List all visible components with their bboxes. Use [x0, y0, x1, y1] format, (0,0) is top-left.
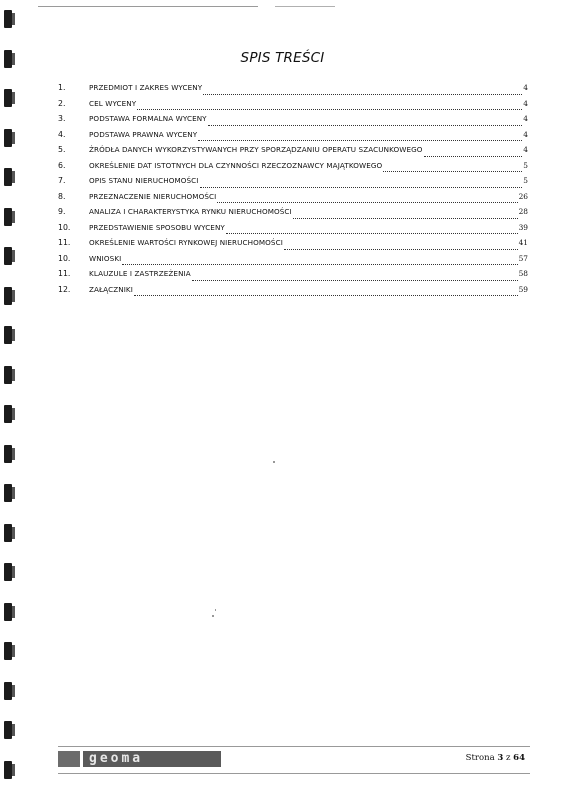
logo-block — [58, 751, 80, 767]
binding-ring — [4, 563, 12, 581]
table-of-contents — [58, 83, 528, 300]
toc-leader-dots — [203, 93, 522, 95]
toc-entry-number: 5. — [58, 145, 66, 154]
toc-entry-title: KLAUZULE I ZASTRZEŻENIA — [89, 269, 191, 278]
toc-entry[interactable] — [58, 238, 528, 254]
binding-ring — [4, 682, 12, 700]
toc-entry-number: 12. — [58, 284, 71, 294]
toc-entry-number: 1. — [58, 83, 66, 92]
toc-entry-page: 58 — [518, 269, 528, 278]
binding-ring — [4, 168, 12, 186]
toc-entry-number: 4. — [58, 129, 66, 139]
toc-leader-dots — [284, 248, 518, 250]
toc-entry-title: PRZEZNACZENIE NIERUCHOMOŚCI — [89, 191, 217, 201]
toc-entry-title: ŹRÓDŁA DANYCH WYKORZYSTYWANYCH PRZY SPORZĄDZANIU OPERATU SZACUNKOWEGO — [89, 145, 423, 154]
page-prefix: Strona — [465, 753, 495, 763]
toc-entry-page: 4 — [523, 98, 528, 108]
toc-entry-page: 41 — [518, 238, 528, 247]
scan-speck — [215, 609, 216, 611]
toc-entry[interactable] — [58, 114, 528, 130]
toc-entry-title: CEL WYCENY — [89, 98, 137, 108]
binding-ring — [4, 484, 12, 502]
toc-entry-number: 10. — [58, 253, 71, 263]
binding-ring — [4, 366, 12, 384]
toc-entry-title: PRZEDSTAWIENIE SPOSOBU WYCENY — [89, 222, 225, 232]
toc-entry[interactable] — [58, 130, 528, 146]
logo-text: geoma — [83, 751, 221, 767]
toc-leader-dots — [217, 201, 517, 203]
binding-ring — [4, 10, 12, 28]
toc-entry-page: 39 — [518, 222, 528, 232]
toc-entry-title: PODSTAWA PRAWNA WYCENY — [89, 129, 198, 139]
toc-leader-dots — [383, 170, 522, 172]
binding-ring — [4, 642, 12, 660]
toc-entry-number: 6. — [58, 160, 66, 170]
toc-leader-dots — [134, 294, 518, 296]
binding-ring — [4, 761, 12, 779]
toc-entry-page: 4 — [523, 145, 528, 154]
toc-entry-number: 9. — [58, 207, 66, 216]
toc-leader-dots — [192, 279, 518, 281]
toc-entry-title: PRZEDMIOT I ZAKRES WYCENY — [89, 83, 203, 92]
toc-leader-dots — [122, 263, 517, 265]
binding-ring — [4, 89, 12, 107]
toc-entry-page: 26 — [518, 191, 528, 201]
toc-entry[interactable] — [58, 254, 528, 270]
toc-entry-page: 5 — [523, 160, 528, 170]
binding-ring — [4, 445, 12, 463]
footer-rule — [58, 746, 530, 747]
toc-entry[interactable] — [58, 99, 528, 115]
toc-entry-number: 11. — [58, 238, 71, 247]
toc-leader-dots — [293, 217, 518, 219]
toc-entry-page: 57 — [518, 253, 528, 263]
footer-rule — [58, 773, 530, 774]
binding-ring — [4, 129, 12, 147]
toc-entry[interactable] — [58, 207, 528, 223]
toc-entry[interactable] — [58, 145, 528, 161]
toc-entry-page: 4 — [523, 83, 528, 92]
toc-entry-page: 5 — [523, 176, 528, 185]
binding-ring — [4, 208, 12, 226]
scan-speck — [273, 461, 275, 463]
toc-entry-number: 10. — [58, 222, 71, 232]
toc-leader-dots — [424, 155, 523, 157]
toc-entry[interactable] — [58, 285, 528, 301]
toc-entry-title: ANALIZA I CHARAKTERYSTYKA RYNKU NIERUCHOMOŚCI — [89, 207, 292, 216]
toc-entry[interactable] — [58, 192, 528, 208]
page-number — [466, 753, 525, 763]
toc-entry[interactable] — [58, 161, 528, 177]
toc-entry[interactable] — [58, 223, 528, 239]
toc-leader-dots — [226, 232, 518, 234]
scan-speck — [212, 615, 214, 617]
toc-leader-dots — [198, 139, 522, 141]
binding-ring — [4, 721, 12, 739]
binding-ring — [4, 287, 12, 305]
toc-entry-title: OKREŚLENIE WARTOŚCI RYNKOWEJ NIERUCHOMOŚCI — [89, 238, 283, 247]
company-logo — [58, 751, 221, 767]
binding-ring — [4, 603, 12, 621]
binding-ring — [4, 326, 12, 344]
toc-entry[interactable] — [58, 269, 528, 285]
toc-leader-dots — [137, 108, 522, 110]
page-title: SPIS TREŚCI — [240, 50, 325, 66]
scan-edge-line — [275, 6, 335, 7]
toc-entry-page: 4 — [523, 129, 528, 139]
toc-entry-number: 3. — [58, 114, 66, 123]
toc-entry-number: 8. — [58, 191, 66, 201]
toc-entry-title: OKREŚLENIE DAT ISTOTNYCH DLA CZYNNOŚCI RZECZOZNAWCY MAJĄTKOWEGO — [89, 160, 383, 170]
toc-leader-dots — [208, 124, 523, 126]
scan-edge-line — [38, 6, 258, 7]
toc-entry-number: 11. — [58, 269, 71, 278]
toc-entry[interactable] — [58, 176, 528, 192]
binding-ring — [4, 247, 12, 265]
toc-entry-title: PODSTAWA FORMALNA WYCENY — [89, 114, 207, 123]
toc-entry-page: 4 — [523, 114, 528, 123]
page-total: 64 — [513, 753, 525, 763]
toc-entry-title: ZAŁĄCZNIKI — [89, 284, 133, 294]
toc-entry-number: 7. — [58, 176, 66, 185]
toc-entry-title: OPIS STANU NIERUCHOMOŚCI — [89, 176, 199, 185]
toc-entry-page: 28 — [518, 207, 528, 216]
toc-entry-number: 2. — [58, 98, 66, 108]
binding-ring — [4, 405, 12, 423]
page-sep: z — [505, 753, 511, 763]
page-current: 3 — [497, 753, 504, 763]
toc-leader-dots — [200, 186, 523, 188]
toc-entry-title: WNIOSKI — [89, 253, 122, 263]
toc-entry[interactable] — [58, 83, 528, 99]
toc-entry-page: 59 — [518, 284, 528, 294]
binding-ring — [4, 524, 12, 542]
spiral-binding — [0, 0, 18, 800]
